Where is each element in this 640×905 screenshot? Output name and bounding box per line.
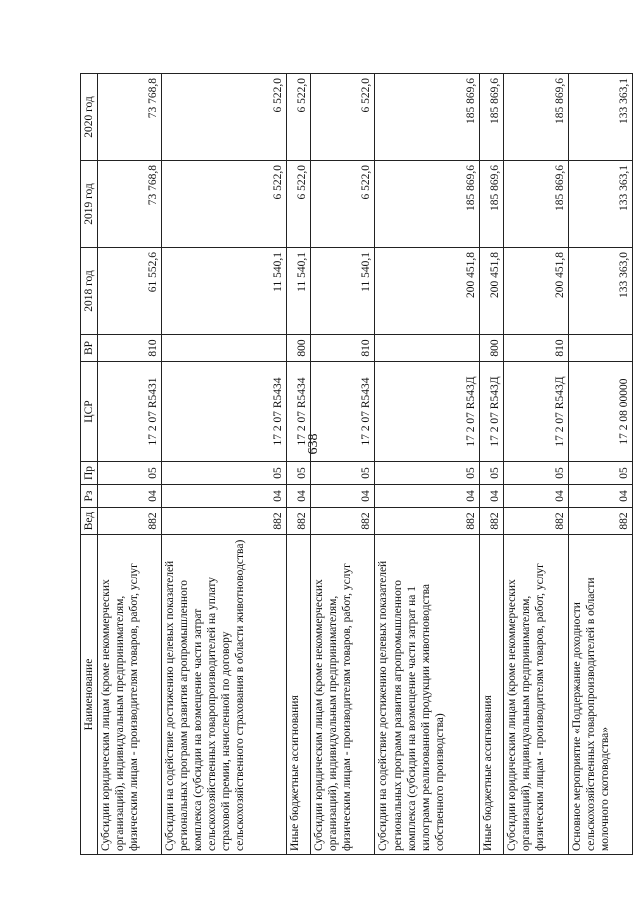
- header-2020: 2020 год: [81, 74, 98, 161]
- cell-csr: 17 2 07 R543Д: [479, 362, 503, 462]
- cell-csr: 17 2 07 R543Д: [375, 362, 479, 462]
- header-rz: Рз: [81, 485, 98, 508]
- header-2018: 2018 год: [81, 248, 98, 335]
- cell-2018: 11 540,1: [311, 248, 375, 335]
- cell-pr: 05: [504, 462, 568, 485]
- cell-2019: 6 522,0: [311, 161, 375, 248]
- cell-2020: 133 363,1: [568, 74, 632, 161]
- header-ved: Вед: [81, 508, 98, 535]
- page-number: 638: [306, 433, 321, 455]
- cell-vr: 810: [504, 335, 568, 362]
- cell-2018: 11 540,1: [286, 248, 310, 335]
- rotated-table-container: [80, 74, 633, 855]
- header-name: Наименование: [81, 535, 98, 855]
- cell-name: Основное мероприятие «Поддержание доходности сельскохозяйственных товаропроизводителей в области молочного скотоводства»: [568, 535, 632, 855]
- cell-rz: 04: [375, 485, 479, 508]
- cell-2019: 73 768,8: [98, 161, 162, 248]
- cell-name: Субсидии на содействие достижению целевых показателей региональных программ развития агропромышленного комплекса (субсидии на возмещение части затрат сельскохозяйственных товаропроизводителей на уплату страховой премии, начисленной по договору сельскохозяйственного страхования в области животноводства): [162, 535, 286, 855]
- cell-ved: 882: [162, 508, 286, 535]
- cell-ved: 882: [568, 508, 632, 535]
- cell-name: Субсидии юридическим лицам (кроме некоммерческих организаций), индивидуальным предпринимателям, физическим лицам - производителям товаров, работ, услуг: [504, 535, 568, 855]
- cell-name: Иные бюджетные ассигнования: [479, 535, 503, 855]
- cell-rz: 04: [162, 485, 286, 508]
- cell-ved: 882: [98, 508, 162, 535]
- cell-vr: 810: [311, 335, 375, 362]
- cell-pr: 05: [568, 462, 632, 485]
- cell-ved: 882: [504, 508, 568, 535]
- cell-vr: [162, 335, 286, 362]
- cell-2019: 6 522,0: [286, 161, 310, 248]
- cell-2019: 6 522,0: [162, 161, 286, 248]
- cell-pr: 05: [375, 462, 479, 485]
- cell-2019: 133 363,1: [568, 161, 632, 248]
- cell-ved: 882: [286, 508, 310, 535]
- cell-pr: 05: [479, 462, 503, 485]
- table-row: [375, 74, 479, 855]
- cell-ved: 882: [479, 508, 503, 535]
- cell-2019: 185 869,6: [504, 161, 568, 248]
- cell-name: Субсидии на содействие достижению целевых показателей региональных программ развития агропромышленного комплекса (субсидии на возмещение части затрат на 1 килограмм реализованной продукции животноводства собственного производства): [375, 535, 479, 855]
- cell-csr: 17 2 07 R543Д: [504, 362, 568, 462]
- cell-2020: 185 869,6: [479, 74, 503, 161]
- table-row: [286, 74, 310, 855]
- cell-pr: 05: [311, 462, 375, 485]
- cell-vr: 800: [479, 335, 503, 362]
- cell-csr: 17 2 07 R5434: [162, 362, 286, 462]
- header-2019: 2019 год: [81, 161, 98, 248]
- header-csr: ЦСР: [81, 362, 98, 462]
- cell-vr: [568, 335, 632, 362]
- cell-pr: 05: [286, 462, 310, 485]
- cell-vr: 800: [286, 335, 310, 362]
- budget-table: [80, 73, 633, 855]
- table-row: [98, 74, 162, 855]
- cell-2020: 6 522,0: [286, 74, 310, 161]
- header-pr: Пр: [81, 462, 98, 485]
- table-row: [479, 74, 503, 855]
- cell-csr: 17 2 07 R5431: [98, 362, 162, 462]
- cell-rz: 04: [504, 485, 568, 508]
- cell-2020: 6 522,0: [162, 74, 286, 161]
- cell-vr: [375, 335, 479, 362]
- table-header-row: [81, 74, 98, 855]
- cell-rz: 04: [311, 485, 375, 508]
- cell-ved: 882: [311, 508, 375, 535]
- cell-2018: 61 552,6: [98, 248, 162, 335]
- table-row: [504, 74, 568, 855]
- cell-name: Иные бюджетные ассигнования: [286, 535, 310, 855]
- header-vr: ВР: [81, 335, 98, 362]
- cell-2018: 11 540,1: [162, 248, 286, 335]
- cell-csr: 17 2 07 R5434: [311, 362, 375, 462]
- table-row: [568, 74, 632, 855]
- cell-2018: 133 363,0: [568, 248, 632, 335]
- cell-2018: 200 451,8: [504, 248, 568, 335]
- cell-csr: 17 2 07 R5434: [286, 362, 310, 462]
- cell-2018: 200 451,8: [375, 248, 479, 335]
- cell-2020: 6 522,0: [311, 74, 375, 161]
- cell-rz: 04: [98, 485, 162, 508]
- cell-name: Субсидии юридическим лицам (кроме некоммерческих организаций), индивидуальным предпринимателям, физическим лицам - производителям товаров, работ, услуг: [98, 535, 162, 855]
- cell-2018: 200 451,8: [479, 248, 503, 335]
- cell-rz: 04: [568, 485, 632, 508]
- cell-rz: 04: [479, 485, 503, 508]
- cell-2020: 73 768,8: [98, 74, 162, 161]
- cell-ved: 882: [375, 508, 479, 535]
- table-row: [162, 74, 286, 855]
- cell-2019: 185 869,6: [479, 161, 503, 248]
- cell-vr: 810: [98, 335, 162, 362]
- cell-pr: 05: [98, 462, 162, 485]
- table-row: [311, 74, 375, 855]
- cell-rz: 04: [286, 485, 310, 508]
- cell-2020: 185 869,6: [375, 74, 479, 161]
- cell-csr: 17 2 08 00000: [568, 362, 632, 462]
- cell-2019: 185 869,6: [375, 161, 479, 248]
- cell-name: Субсидии юридическим лицам (кроме некоммерческих организаций), индивидуальным предпринимателям, физическим лицам - производителям товаров, работ, услуг: [311, 535, 375, 855]
- cell-2020: 185 869,6: [504, 74, 568, 161]
- cell-pr: 05: [162, 462, 286, 485]
